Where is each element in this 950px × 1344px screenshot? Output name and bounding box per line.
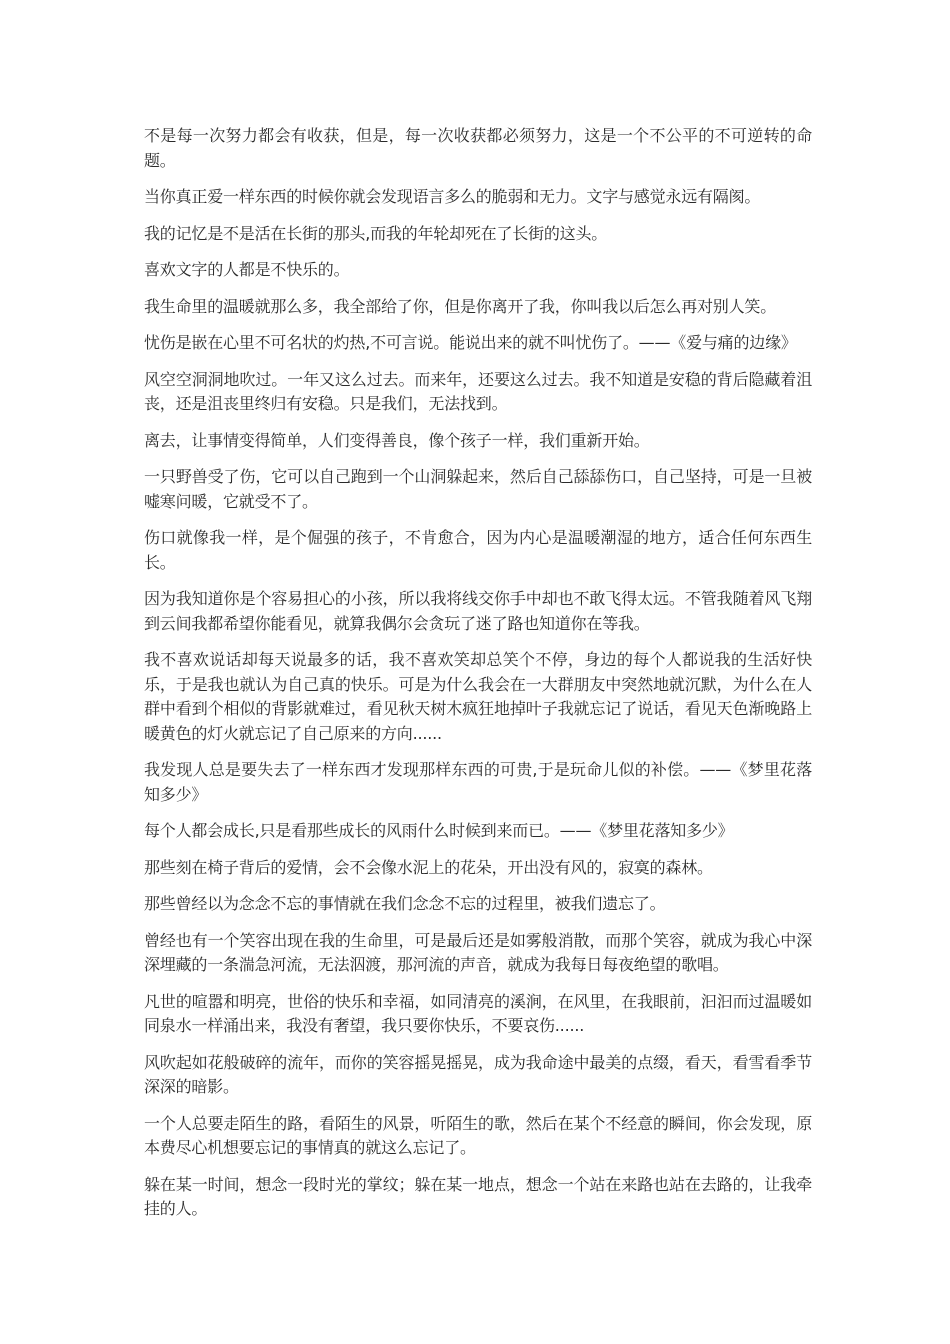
paragraph: 一个人总要走陌生的路，看陌生的风景，听陌生的歌，然后在某个不经意的瞬间，你会发现，原本费尽心机想要忘记的事情真的就这么忘记了。 (144, 1113, 812, 1157)
paragraph: 伤口就像我一样，是个倔强的孩子，不肯愈合，因为内心是温暖潮湿的地方，适合任何东西生长。 (144, 528, 812, 572)
paragraph: 风吹起如花般破碎的流年，而你的笑容摇晃摇晃，成为我命途中最美的点缀，看天，看雪看季节深深的暗影。 (144, 1052, 812, 1096)
paragraph: 喜欢文字的人都是不快乐的。 (144, 260, 350, 279)
paragraph: 我的记忆是不是活在长街的那头,而我的年轮却死在了长街的这头。 (144, 223, 608, 243)
document-body (144, 124, 812, 1234)
paragraph: 曾经也有一个笑容出现在我的生命里，可是最后还是如雾般消散，而那个笑容，就成为我心中深深埋藏的一条湍急河流，无法泅渡，那河流的声音，就成为我每日每夜绝望的歌唱。 (144, 930, 812, 974)
paragraph: 离去，让事情变得简单，人们变得善良，像个孩子一样，我们重新开始。 (144, 430, 650, 450)
paragraph: 那些刻在椅子背后的爱情，会不会像水泥上的花朵，开出没有风的，寂寞的森林。 (144, 857, 713, 877)
paragraph: 一只野兽受了伤，它可以自己跑到一个山洞躲起来，然后自己舔舔伤口，自己坚持，可是一旦被嘘寒问暖，它就受不了。 (144, 467, 812, 511)
paragraph: 我发现人总是要失去了一样东西才发现那样东西的可贵,于是玩命儿似的补偿。——《梦里花落知多少》 (144, 760, 812, 804)
paragraph: 当你真正爱一样东西的时候你就会发现语言多么的脆弱和无力。文字与感觉永远有隔阂。 (144, 187, 761, 206)
paragraph: 那些曾经以为念念不忘的事情就在我们念念不忘的过程里，被我们遗忘了。 (144, 894, 666, 913)
paragraph: 不是每一次努力都会有收获，但是，每一次收获都必须努力，这是一个不公平的不可逆转的命题。 (144, 126, 812, 170)
paragraph: 我生命里的温暖就那么多，我全部给了你，但是你离开了我，你叫我以后怎么再对别人笑。 (144, 296, 777, 316)
paragraph: 忧伤是嵌在心里不可名状的灼热,不可言说。能说出来的就不叫忧伤了。——《爱与痛的边缘》 (144, 333, 797, 352)
paragraph: 凡世的喧嚣和明亮，世俗的快乐和幸福，如同清亮的溪涧，在风里，在我眼前，汩汩而过温暖如同泉水一样涌出来，我没有奢望，我只要你快乐，不要哀伤...... (144, 991, 812, 1035)
paragraph: 因为我知道你是个容易担心的小孩，所以我将线交你手中却也不敢飞得太远。不管我随着风飞翔到云间我都希望你能看见，就算我偶尔会贪玩了迷了路也知道你在等我。 (144, 589, 812, 633)
paragraph: 风空空洞洞地吹过。一年又这么过去。而来年，还要这么过去。我不知道是安稳的背后隐藏着沮丧，还是沮丧里终归有安稳。只是我们，无法找到。 (144, 369, 812, 413)
paragraph: 我不喜欢说话却每天说最多的话，我不喜欢笑却总笑个不停，身边的每个人都说我的生活好快乐，于是我也就认为自己真的快乐。可是为什么我会在一大群朋友中突然地就沉默，为什么在人群中看到个相似的背影就难过，看见秋天树木疯狂地掉叶子我就忘记了说话，看见天色渐晚路上暖黄色的灯火就忘记了自己原来的方向...... (144, 650, 812, 743)
paragraph: 每个人都会成长,只是看那些成长的风雨什么时候到来而已。——《梦里花落知多少》 (144, 821, 734, 840)
paragraph: 躲在某一时间，想念一段时光的掌纹；躲在某一地点，想念一个站在来路也站在去路的，让我牵挂的人。 (144, 1174, 812, 1218)
